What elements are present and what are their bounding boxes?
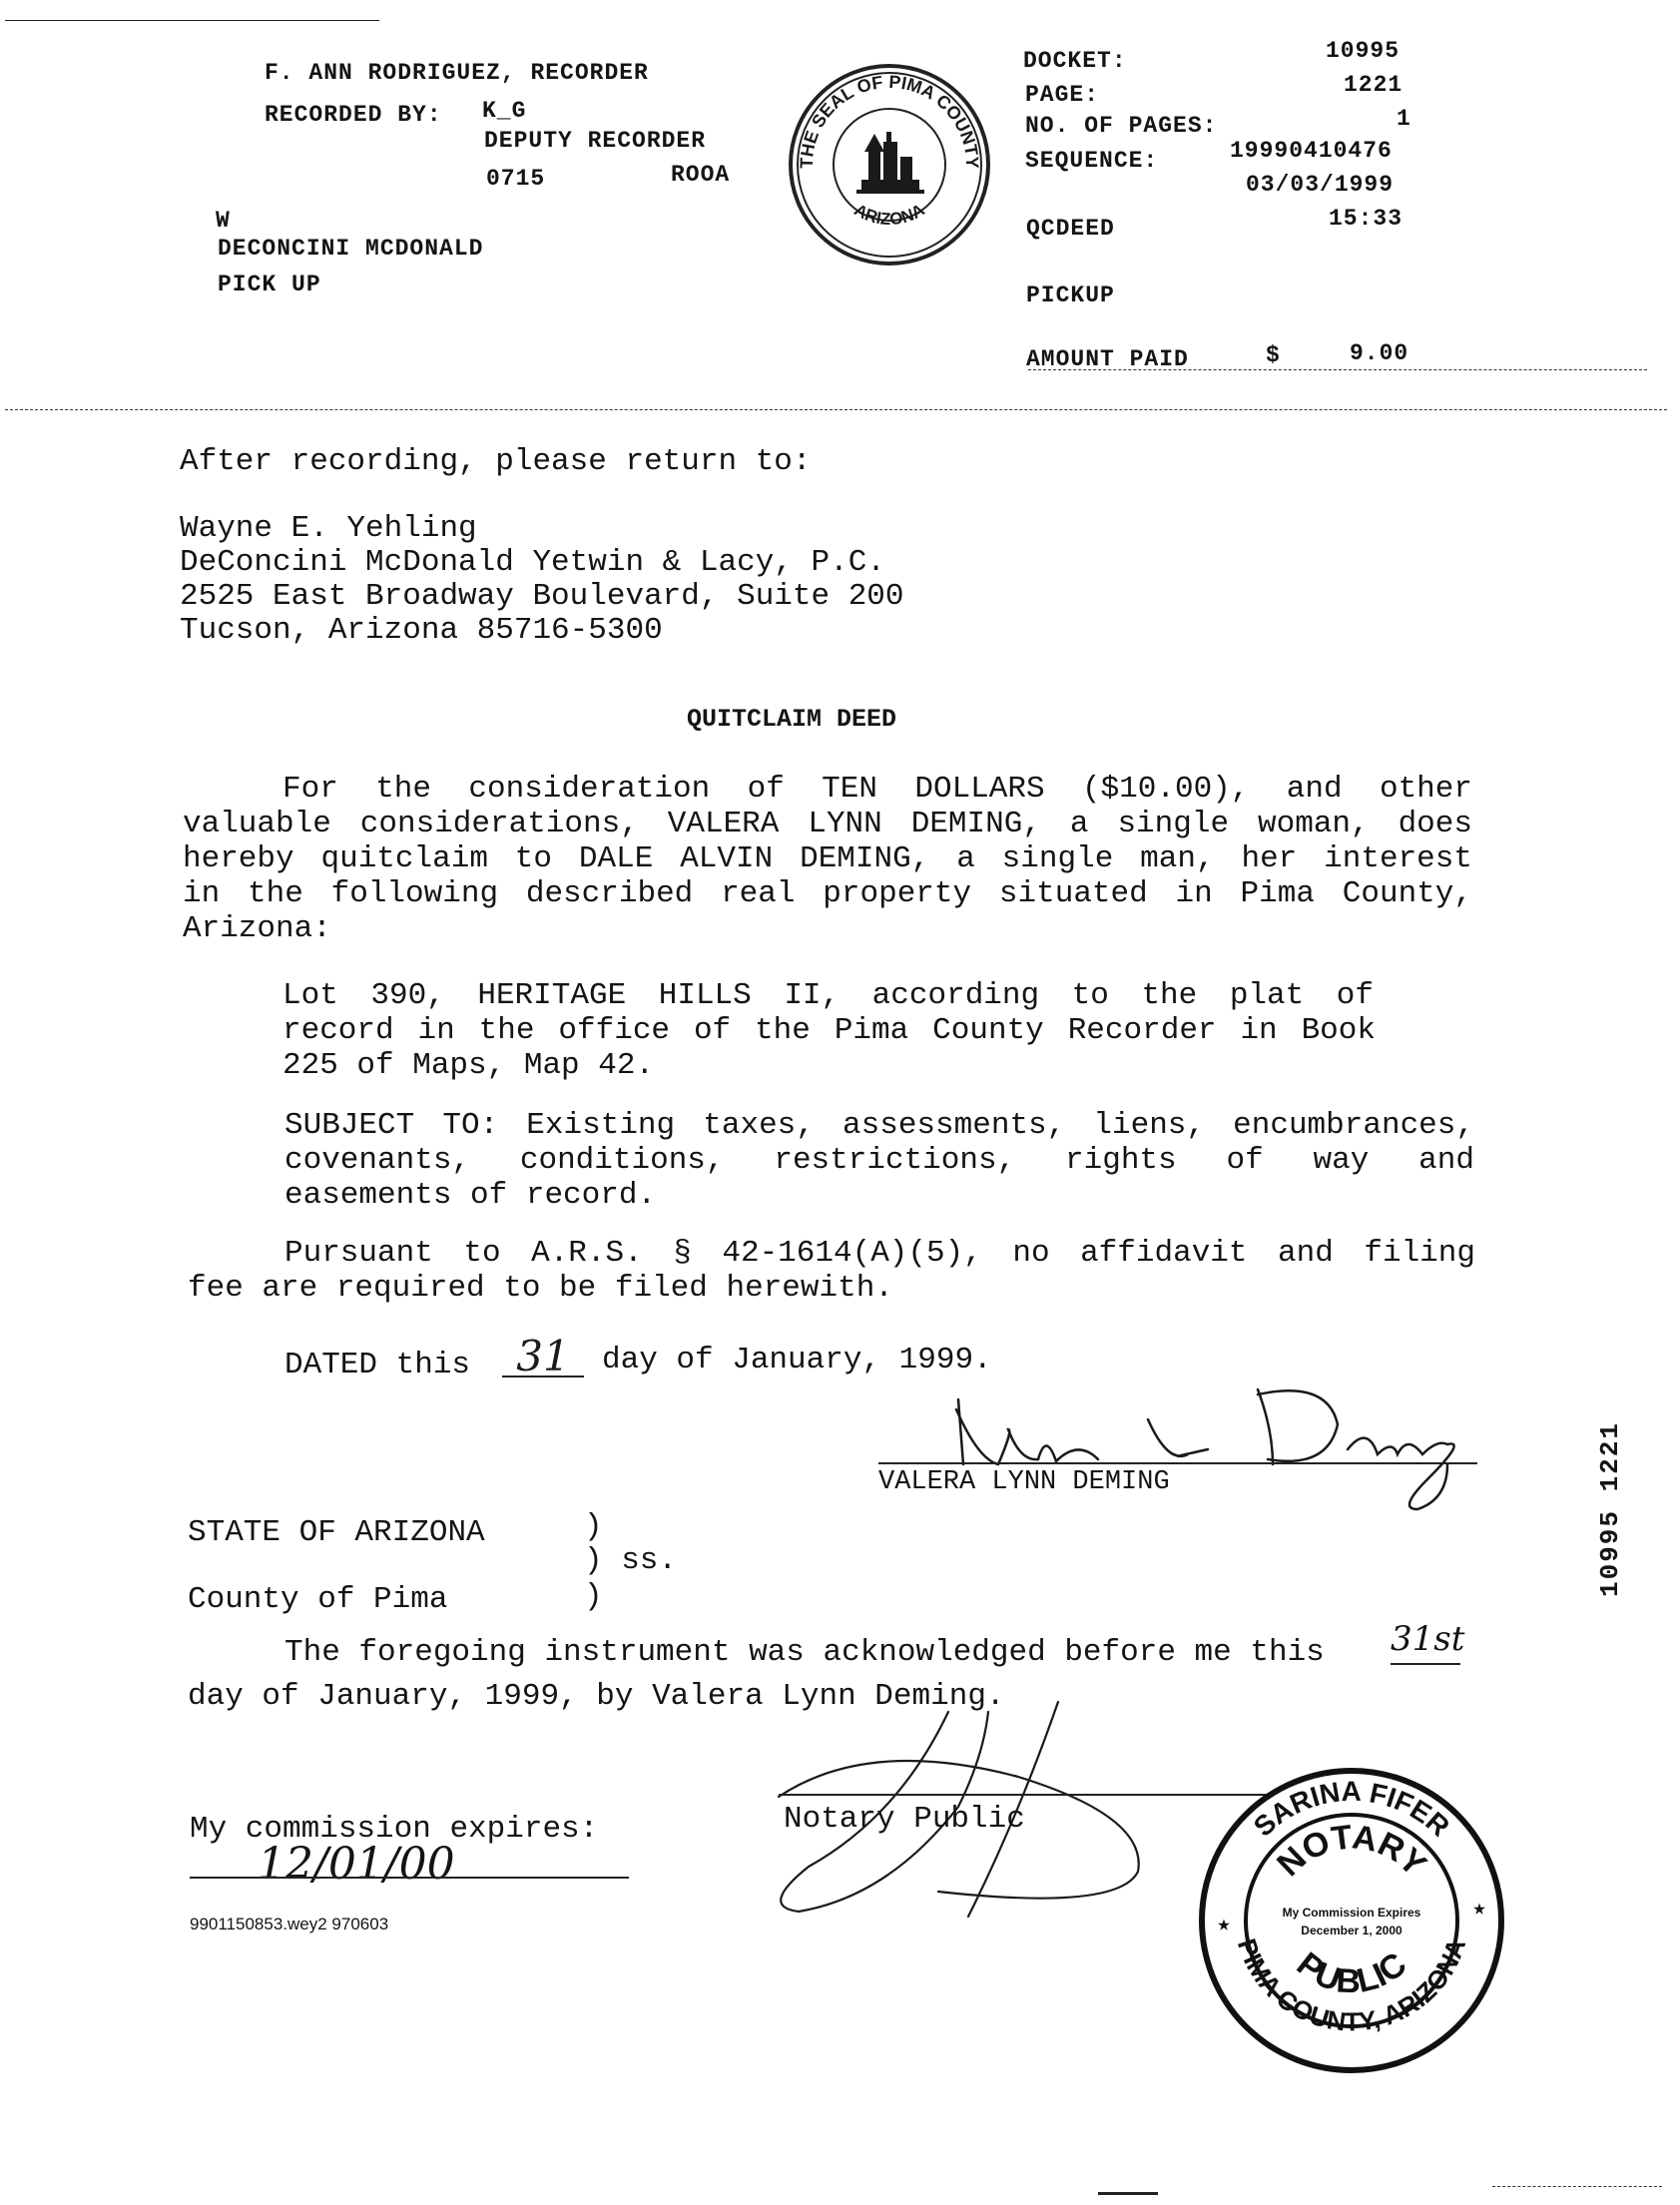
paragraph-line: Arizona:: [183, 911, 331, 946]
ack-day-field: [1391, 1619, 1465, 1665]
notary-signature-line: [779, 1794, 1268, 1796]
return-address-line: Tucson, Arizona 85716-5300: [180, 613, 663, 648]
docket-value: 10995: [1326, 38, 1400, 64]
notary-public-label: Notary Public: [784, 1802, 1025, 1837]
commission-date-handwritten: 12/01/00: [258, 1839, 455, 1890]
pursuant-line: Pursuant to A.R.S. § 42-1614(A)(5), no affidavit and filing: [284, 1236, 1475, 1271]
svg-text:SARINA FIFER: [1248, 1776, 1455, 1843]
seal-emblem-icon: [856, 132, 924, 194]
stamp-name: SARINA FIFER: [1247, 1775, 1456, 1843]
page-value: 1221: [1344, 72, 1403, 98]
venue-state: STATE OF ARIZONA: [188, 1515, 485, 1550]
pickup-label: PICKUP: [1026, 282, 1115, 308]
venue-ss: ) ss.: [584, 1543, 678, 1578]
stamp-commission-line2: December 1, 2000: [1301, 1924, 1402, 1937]
subject-to-paragraph: [284, 1108, 1474, 1213]
commission-line: [190, 1877, 629, 1879]
file-reference: 9901150853.wey2 970603: [190, 1915, 389, 1933]
venue-paren-bottom: ): [584, 1579, 603, 1614]
grantor-signature-line: [878, 1462, 1477, 1464]
document-type: QCDEED: [1026, 216, 1115, 242]
amount-paid-label: AMOUNT PAID: [1026, 346, 1189, 372]
top-rule: [5, 20, 379, 21]
star-icon: ★: [1217, 1913, 1231, 1937]
recorder-code: 0715: [486, 166, 546, 192]
pima-county-seal: [787, 62, 992, 268]
legal-line: record in the office of the Pima County Recorder in Book: [282, 1013, 1376, 1048]
return-address-line: DeConcini McDonald Yetwin & Lacy, P.C.: [180, 545, 885, 580]
commission-label: My commission expires:: [190, 1812, 599, 1847]
bottom-right-rule: [1492, 2186, 1662, 2187]
seal-bottom-text: ARIZONA: [850, 200, 928, 230]
recorder-pickup: PICK UP: [218, 272, 321, 297]
return-address-line: 2525 East Broadway Boulevard, Suite 200: [180, 579, 904, 614]
stamp-notary: NOTARY: [1270, 1818, 1434, 1885]
sequence-label: SEQUENCE:: [1025, 148, 1159, 174]
dated-suffix: day of January, 1999.: [602, 1343, 992, 1378]
recording-time: 15:33: [1329, 206, 1403, 232]
stamp-public: PUBLIC: [1289, 1944, 1414, 2001]
legal-description: [282, 978, 1376, 1083]
legal-line: 225 of Maps, Map 42.: [282, 1048, 655, 1083]
ack-line-1: The foregoing instrument was acknowledged before me this: [284, 1635, 1325, 1670]
stamp-commission-line1: My Commission Expires: [1282, 1906, 1421, 1920]
return-address-line: Wayne E. Yehling: [180, 511, 477, 546]
paragraph-line: For the consideration of TEN DOLLARS ($10.00), and other: [282, 772, 1472, 807]
return-to-label: After recording, please return to:: [180, 444, 812, 479]
venue-county: County of Pima: [188, 1582, 448, 1617]
dated-day-field: [502, 1332, 584, 1378]
deed-title: QUITCLAIM DEED: [687, 705, 897, 734]
pages-label: NO. OF PAGES:: [1025, 113, 1218, 139]
dated-prefix: DATED this: [284, 1348, 471, 1382]
deputy-recorder: DEPUTY RECORDER: [484, 128, 707, 154]
svg-text:PUBLIC: [1290, 1945, 1413, 2001]
amount-currency: $: [1266, 342, 1281, 368]
return-address: [180, 511, 904, 647]
header-divider: [5, 409, 1667, 410]
recorded-by-label: RECORDED BY:: [265, 102, 442, 128]
recorded-by-value: K_G: [482, 98, 527, 124]
venue-paren-top: ): [584, 1509, 603, 1544]
stamp-county: PIMA COUNTY, ARIZONA: [1231, 1934, 1472, 2037]
seal-top-text: THE SEAL OF PIMA COUNTY: [796, 71, 983, 170]
pursuant-line: fee are required to be filed herewith.: [188, 1271, 893, 1306]
recording-date: 03/03/1999: [1246, 172, 1395, 198]
recorder-office: ROOA: [671, 162, 731, 188]
paragraph-line: in the following described real property situated in Pima County,: [183, 876, 1472, 911]
ack-day-handwritten: 31st: [1391, 1619, 1465, 1659]
subject-line: covenants, conditions, restrictions, rights of way and: [284, 1143, 1474, 1178]
bottom-mark: [1098, 2192, 1158, 2195]
recorder-w: W: [216, 208, 231, 234]
docket-label: DOCKET:: [1023, 48, 1127, 74]
pages-value: 1: [1397, 106, 1411, 132]
svg-text:ARIZONA: [851, 201, 928, 230]
amount-underline: [1028, 369, 1647, 370]
star-icon: ★: [1472, 1897, 1486, 1922]
recorder-name: F. ANN RODRIGUEZ, RECORDER: [265, 60, 649, 86]
svg-text:NOTARY: [1270, 1818, 1433, 1884]
sequence-value: 19990410476: [1230, 138, 1393, 164]
legal-line: Lot 390, HERITAGE HILLS II, according to the plat of: [282, 978, 1374, 1013]
paragraph-line: hereby quitclaim to DALE ALVIN DEMING, a single man, her interest: [183, 841, 1472, 876]
subject-line: easements of record.: [284, 1178, 657, 1213]
pursuant-paragraph: [188, 1236, 1475, 1306]
dated-day-handwritten: 31: [516, 1332, 570, 1380]
recorder-firm: DECONCINI MCDONALD: [218, 236, 484, 262]
subject-line: SUBJECT TO: Existing taxes, assessments, liens, encumbrances,: [284, 1108, 1474, 1143]
margin-docket-stamp: 10995 1221: [1595, 1420, 1625, 1597]
grantor-name: VALERA LYNN DEMING: [878, 1467, 1170, 1497]
paragraph-line: valuable considerations, VALERA LYNN DEMING, a single woman, does: [183, 807, 1472, 841]
amount-paid-value: 9.00: [1350, 340, 1409, 366]
page-label: PAGE:: [1025, 82, 1100, 108]
ack-line-2: day of January, 1999, by Valera Lynn Deming.: [188, 1679, 1005, 1714]
consideration-paragraph: [183, 772, 1472, 946]
notary-stamp: [1196, 1765, 1507, 2076]
